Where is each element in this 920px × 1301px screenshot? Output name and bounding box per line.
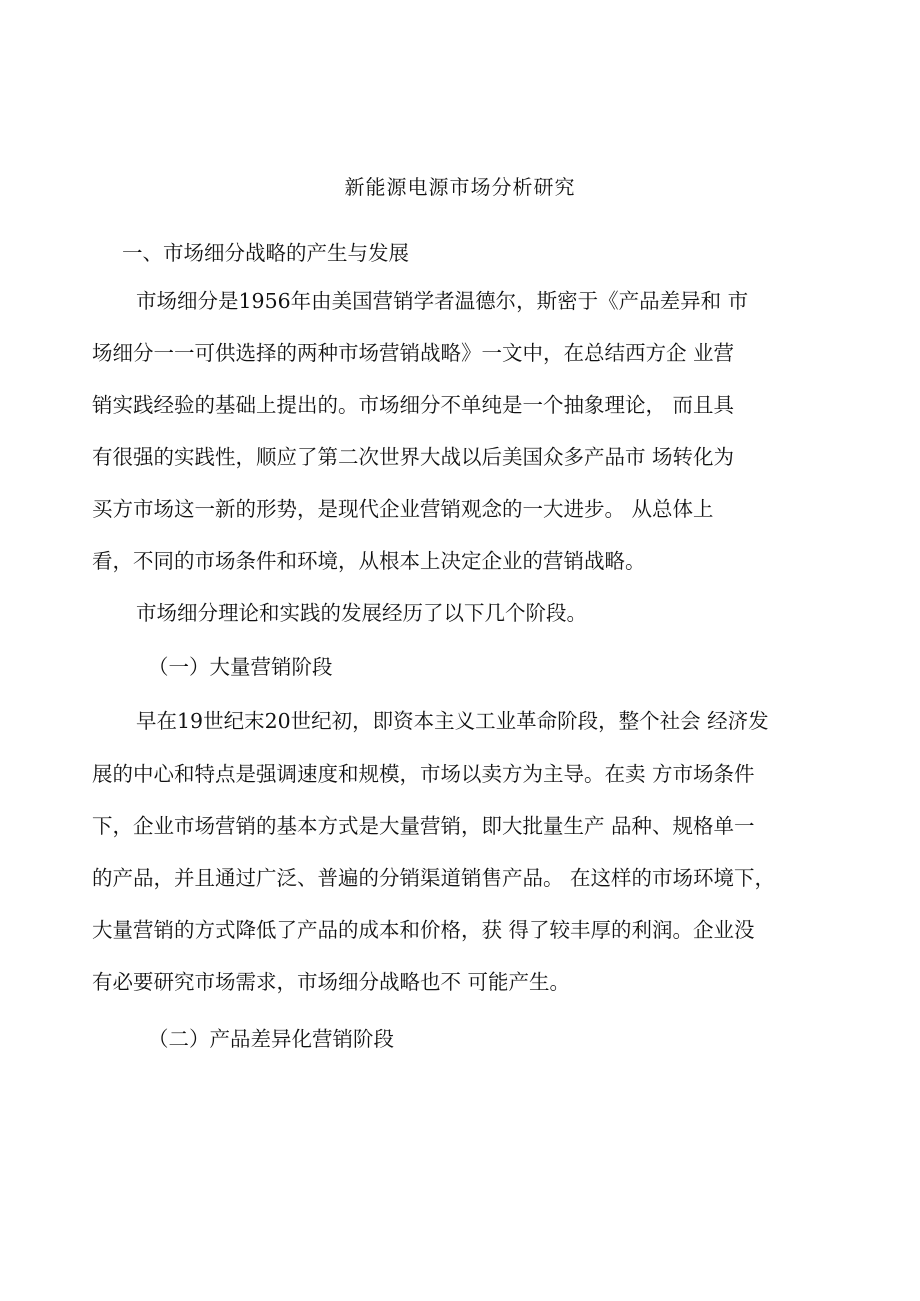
paragraph-line: 大量营销的方式降低了产品的成本和价格，获 得了较丰厚的利润。企业没 xyxy=(92,918,755,942)
subsection-heading: （一）大量营销阶段 xyxy=(148,655,333,679)
paragraph-line: 有很强的实践性，顺应了第二次世界大战以后美国众多产品市 场转化为 xyxy=(92,445,735,469)
paragraph-line: 销实践经验的基础上提出的。市场细分不单纯是一个抽象理论， 而且具 xyxy=(92,393,735,417)
paragraph-line: 市场细分是1956年由美国营销学者温德尔，斯密于《产品差异和 市 xyxy=(136,289,749,313)
paragraph-line: 市场细分理论和实践的发展经历了以下几个阶段。 xyxy=(136,601,587,625)
paragraph-line: 买方市场这一新的形势，是现代企业营销观念的一大进步。 从总体上 xyxy=(92,497,714,521)
paragraph-line: 有必要研究市场需求，市场细分战略也不 可能产生。 xyxy=(92,970,571,994)
paragraph-line: 看，不同的市场条件和环境，从根本上决定企业的营销战略。 xyxy=(92,549,646,573)
section-heading: 一、市场细分战略的产生与发展 xyxy=(122,241,409,265)
subsection-heading: （二）产品差异化营销阶段 xyxy=(148,1027,394,1051)
paragraph-line: 早在19世纪末20世纪初，即资本主义工业革命阶段，整个社会 经济发 xyxy=(136,709,769,733)
paragraph-line: 展的中心和特点是强调速度和规模，市场以卖方为主导。在卖 方市场条件 xyxy=(92,762,755,786)
paragraph-line: 的产品，并且通过广泛、普遍的分销渠道销售产品。 在这样的市场环境下， xyxy=(92,866,776,890)
paragraph-line: 场细分一一可供选择的两种市场营销战略》一文中，在总结西方企 业营 xyxy=(92,341,735,365)
paragraph-line: 下，企业市场营销的基本方式是大量营销，即大批量生产 品种、规格单一 xyxy=(92,814,755,838)
document-title: 新能源电源市场分析研究 xyxy=(344,175,576,199)
